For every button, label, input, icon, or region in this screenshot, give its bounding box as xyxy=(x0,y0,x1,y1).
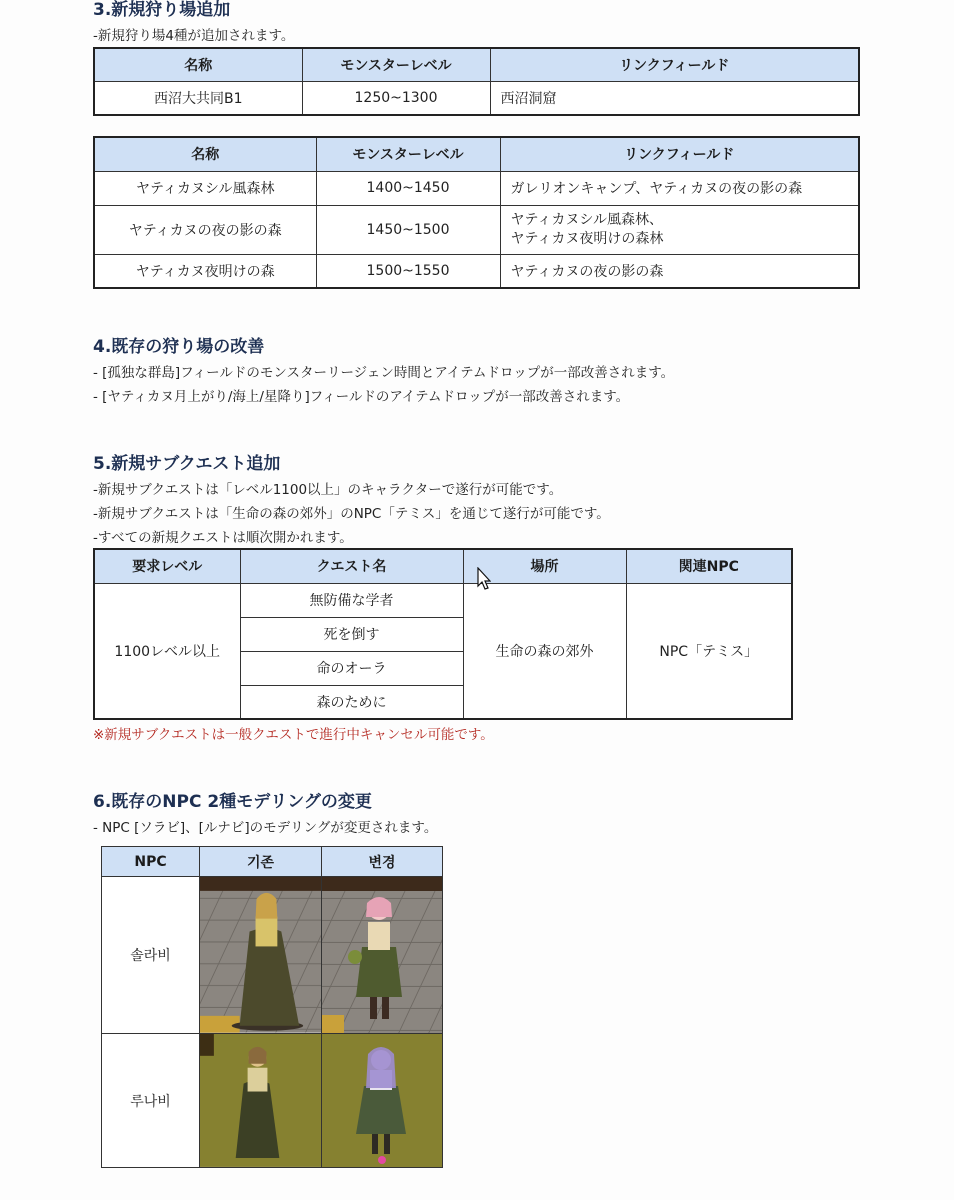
table-header-row xyxy=(102,847,443,877)
cell-level: 1250~1300 xyxy=(302,81,490,115)
table-header-row xyxy=(94,549,792,583)
col-after: 변경 xyxy=(322,847,443,877)
section5-line-2: -新規サブクエストは「生命の森の郊外」のNPC「テミス」を通じて遂行が可能です。 xyxy=(93,506,610,522)
cell-name: ヤティカヌ夜明けの森 xyxy=(94,254,316,288)
cell-quest-name: 命のオーラ xyxy=(240,651,463,685)
cell-quest-name: 森のために xyxy=(240,685,463,719)
cell-link: ガレリオンキャンプ、ヤティカヌの夜の影の森 xyxy=(500,171,859,205)
col-npc: NPC xyxy=(102,847,200,877)
table-row xyxy=(94,205,859,254)
section3-title: 3.新規狩り場追加 xyxy=(93,0,231,20)
cell-level: 1400~1450 xyxy=(316,171,500,205)
section6-desc: - NPC [ソラビ]、[ルナビ]のモデリングが変更されます。 xyxy=(93,820,438,836)
npc-after-image xyxy=(322,877,443,1034)
hunting-ground-table-1 xyxy=(93,47,860,116)
solabi-after-scene-icon xyxy=(322,877,442,1034)
table-row xyxy=(102,877,443,1034)
col-monster-level: モンスターレベル xyxy=(316,137,500,171)
cell-link-line-1: ヤティカヌシル風森林、 xyxy=(510,211,664,228)
cell-required-level: 1100レベル以上 xyxy=(94,583,240,719)
col-name: 名称 xyxy=(94,48,302,81)
section3-desc: -新規狩り場4種が追加されます。 xyxy=(93,28,295,44)
subquest-table xyxy=(93,548,793,720)
cell-quest-name: 無防備な学者 xyxy=(240,583,463,617)
cell-link: ヤティカヌの夜の影の森 xyxy=(500,254,859,288)
solabi-before-scene-icon xyxy=(200,877,321,1033)
table-row xyxy=(94,81,859,115)
section5-title: 5.新規サブクエスト追加 xyxy=(93,454,281,474)
table-row xyxy=(94,583,792,617)
cell-link-line-2: ヤティカヌ夜明けの森林 xyxy=(510,230,664,247)
col-link-field: リンクフィールド xyxy=(490,48,859,81)
cell-npc-name: 루나비 xyxy=(102,1034,200,1168)
lunabi-after-scene-icon xyxy=(322,1034,442,1168)
subquest-note: ※新規サブクエストは一般クエストで進行中キャンセル可能です。 xyxy=(93,727,494,743)
cell-level: 1500~1550 xyxy=(316,254,500,288)
cell-link: 西沼洞窟 xyxy=(490,81,859,115)
col-before: 기존 xyxy=(200,847,322,877)
lunabi-before-scene-icon xyxy=(200,1034,321,1167)
npc-before-image xyxy=(200,877,322,1034)
hunting-ground-table-2 xyxy=(93,136,860,289)
npc-after-image xyxy=(322,1034,443,1168)
cell-name: ヤティカヌシル風森林 xyxy=(94,171,316,205)
npc-before-image xyxy=(200,1034,322,1168)
cell-place: 生命の森の郊外 xyxy=(463,583,626,719)
table-row xyxy=(102,1034,443,1168)
section4-title: 4.既存の狩り場の改善 xyxy=(93,337,265,357)
cell-npc-name: 솔라비 xyxy=(102,877,200,1034)
col-related-npc: 関連NPC xyxy=(626,549,792,583)
table-header-row xyxy=(94,137,859,171)
section5-line-1: -新規サブクエストは「レベル1100以上」のキャラクターで遂行が可能です。 xyxy=(93,482,563,498)
table-row xyxy=(94,254,859,288)
cell-npc: NPC「テミス」 xyxy=(626,583,792,719)
section4-line-1: - [孤独な群島]フィールドのモンスターリージェン時間とアイテムドロップが一部改善されます。 xyxy=(93,365,675,381)
col-name: 名称 xyxy=(94,137,316,171)
col-link-field: リンクフィールド xyxy=(500,137,859,171)
section6-title: 6.既存のNPC 2種モデリングの変更 xyxy=(93,792,372,812)
mouse-cursor-icon xyxy=(477,567,491,591)
cell-name: ヤティカヌの夜の影の森 xyxy=(94,205,316,254)
col-monster-level: モンスターレベル xyxy=(302,48,490,81)
col-place: 場所 xyxy=(463,549,626,583)
col-required-level: 要求レベル xyxy=(94,549,240,583)
npc-model-table xyxy=(101,846,443,1168)
table-row xyxy=(94,171,859,205)
cell-quest-name: 死を倒す xyxy=(240,617,463,651)
cell-name: 西沼大共同B1 xyxy=(94,81,302,115)
section5-line-3: -すべての新規クエストは順次開かれます。 xyxy=(93,530,353,546)
cell-link xyxy=(500,205,859,254)
cell-level: 1450~1500 xyxy=(316,205,500,254)
table-header-row xyxy=(94,48,859,81)
col-quest-name: クエスト名 xyxy=(240,549,463,583)
section4-line-2: - [ヤティカヌ月上がり/海上/星降り]フィールドのアイテムドロップが一部改善されます。 xyxy=(93,389,630,405)
